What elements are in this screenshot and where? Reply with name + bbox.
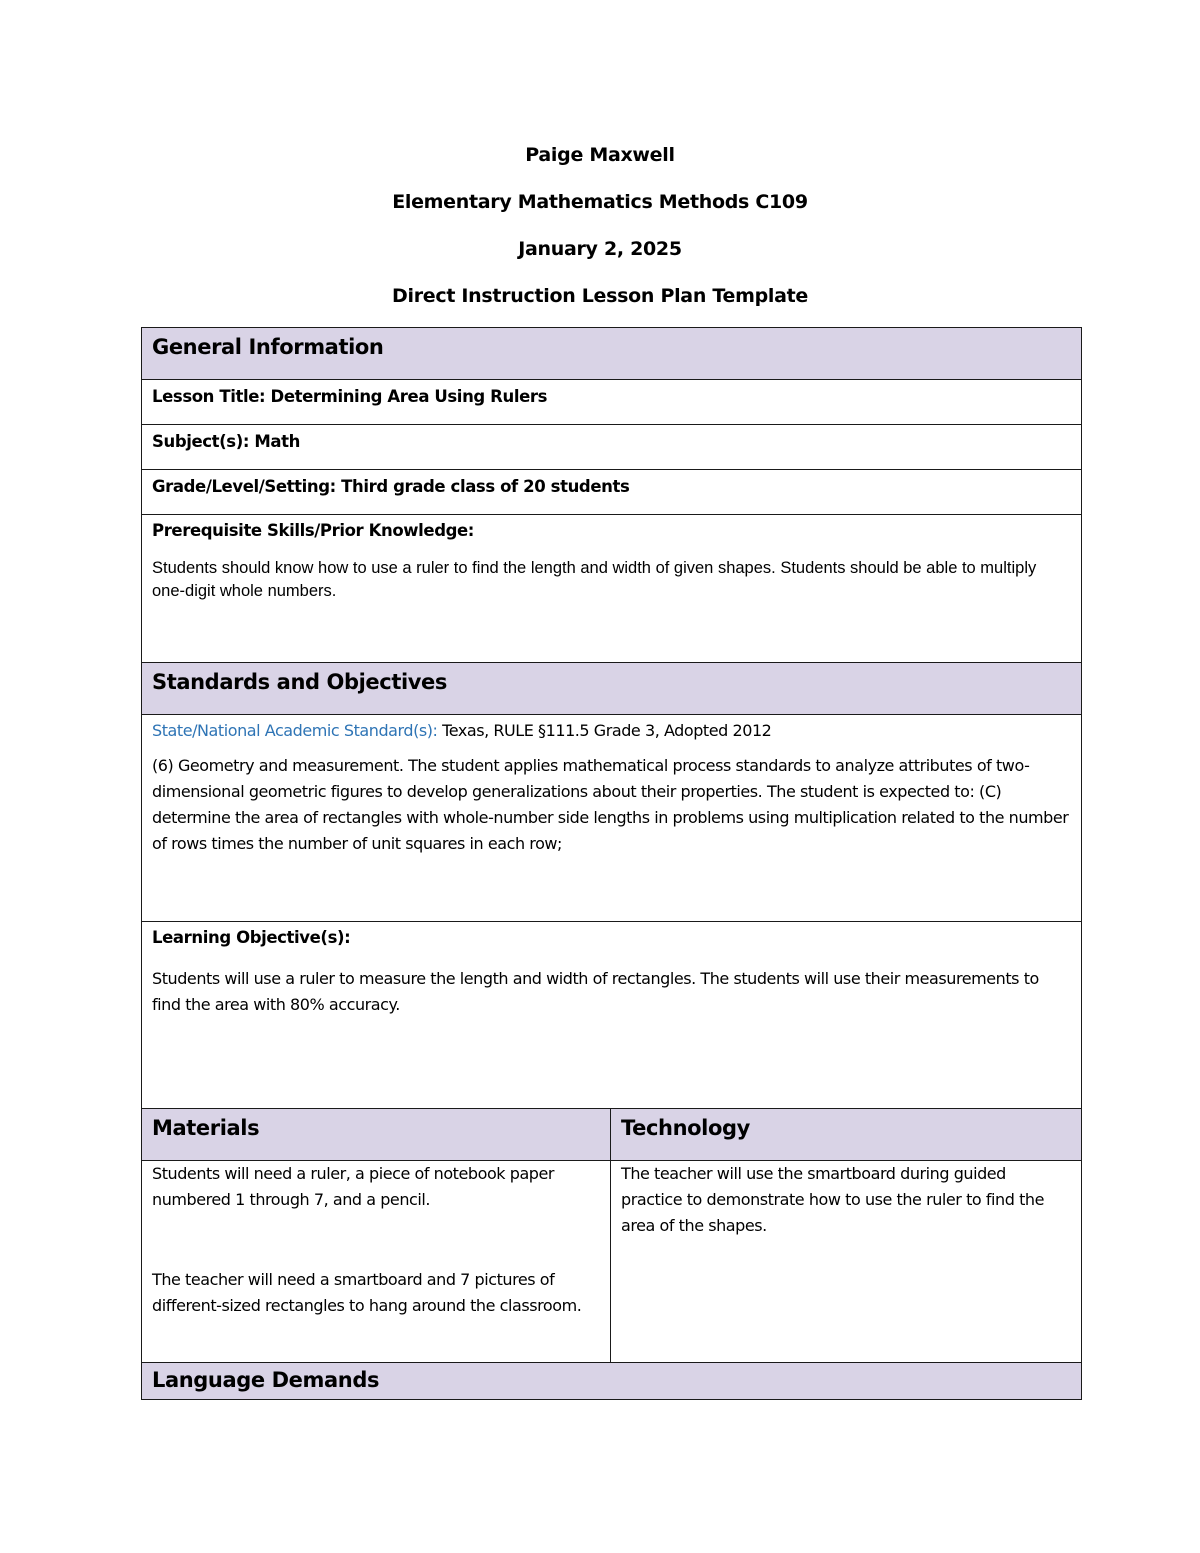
materials-cell (142, 1161, 611, 1363)
standard-label: State/National Academic Standard(s): (152, 721, 438, 740)
author-name: Paige Maxwell (525, 144, 675, 166)
document-date: January 2, 2025 (518, 238, 682, 260)
standard-text: (6) Geometry and measurement. The student applies mathematical process standards to analyze attributes of two-dimensional geometric figures to develop generalizations about their properties. The student is expected to: (C) determine the area of rectangles with whole-number side lengths in problems using multiplication related to the number of rows times the number of unit squares in each row; (152, 756, 1069, 853)
prerequisite-text: Students should know how to use a ruler to find the length and width of given shapes. Students should be able to multiply one-digit whole numbers. (152, 559, 1037, 600)
prerequisite-cell (142, 515, 1082, 663)
prerequisite-label: Prerequisite Skills/Prior Knowledge: (152, 521, 475, 540)
subjects: Subject(s): Math (142, 425, 1082, 470)
objective-label: Learning Objective(s): (152, 928, 351, 947)
materials-teacher: The teacher will need a smartboard and 7 pictures of different-sized rectangles to hang around the classroom. (152, 1270, 582, 1315)
standard-line (152, 717, 1071, 745)
template-title: Direct Instruction Lesson Plan Template (392, 285, 808, 307)
technology-text: The teacher will use the smartboard during guided practice to demonstrate how to use the ruler to find the area of the shapes. (621, 1164, 1044, 1235)
standards-heading: Standards and Objectives (142, 663, 1082, 715)
objective-text: Students will use a ruler to measure the length and width of rectangles. The students will use their measurements to find the area with 80% accuracy. (152, 969, 1039, 1014)
course-name: Elementary Mathematics Methods C109 (392, 191, 808, 213)
technology-heading: Technology (611, 1109, 1082, 1161)
general-information-heading: General Information (142, 328, 1082, 380)
lesson-title: Lesson Title: Determining Area Using Rulers (142, 380, 1082, 425)
objectives-cell (142, 922, 1082, 1109)
technology-cell (611, 1161, 1082, 1363)
standards-cell (142, 715, 1082, 922)
materials-students: Students will need a ruler, a piece of notebook paper numbered 1 through 7, and a pencil. (152, 1164, 555, 1209)
lesson-plan-table (141, 327, 1082, 1400)
grade-level-setting: Grade/Level/Setting: Third grade class of 20 students (142, 470, 1082, 515)
document-header (0, 140, 1200, 328)
materials-heading: Materials (142, 1109, 611, 1161)
language-demands-heading: Language Demands (142, 1363, 1082, 1400)
standard-source: Texas, RULE §111.5 Grade 3, Adopted 2012 (437, 721, 772, 740)
